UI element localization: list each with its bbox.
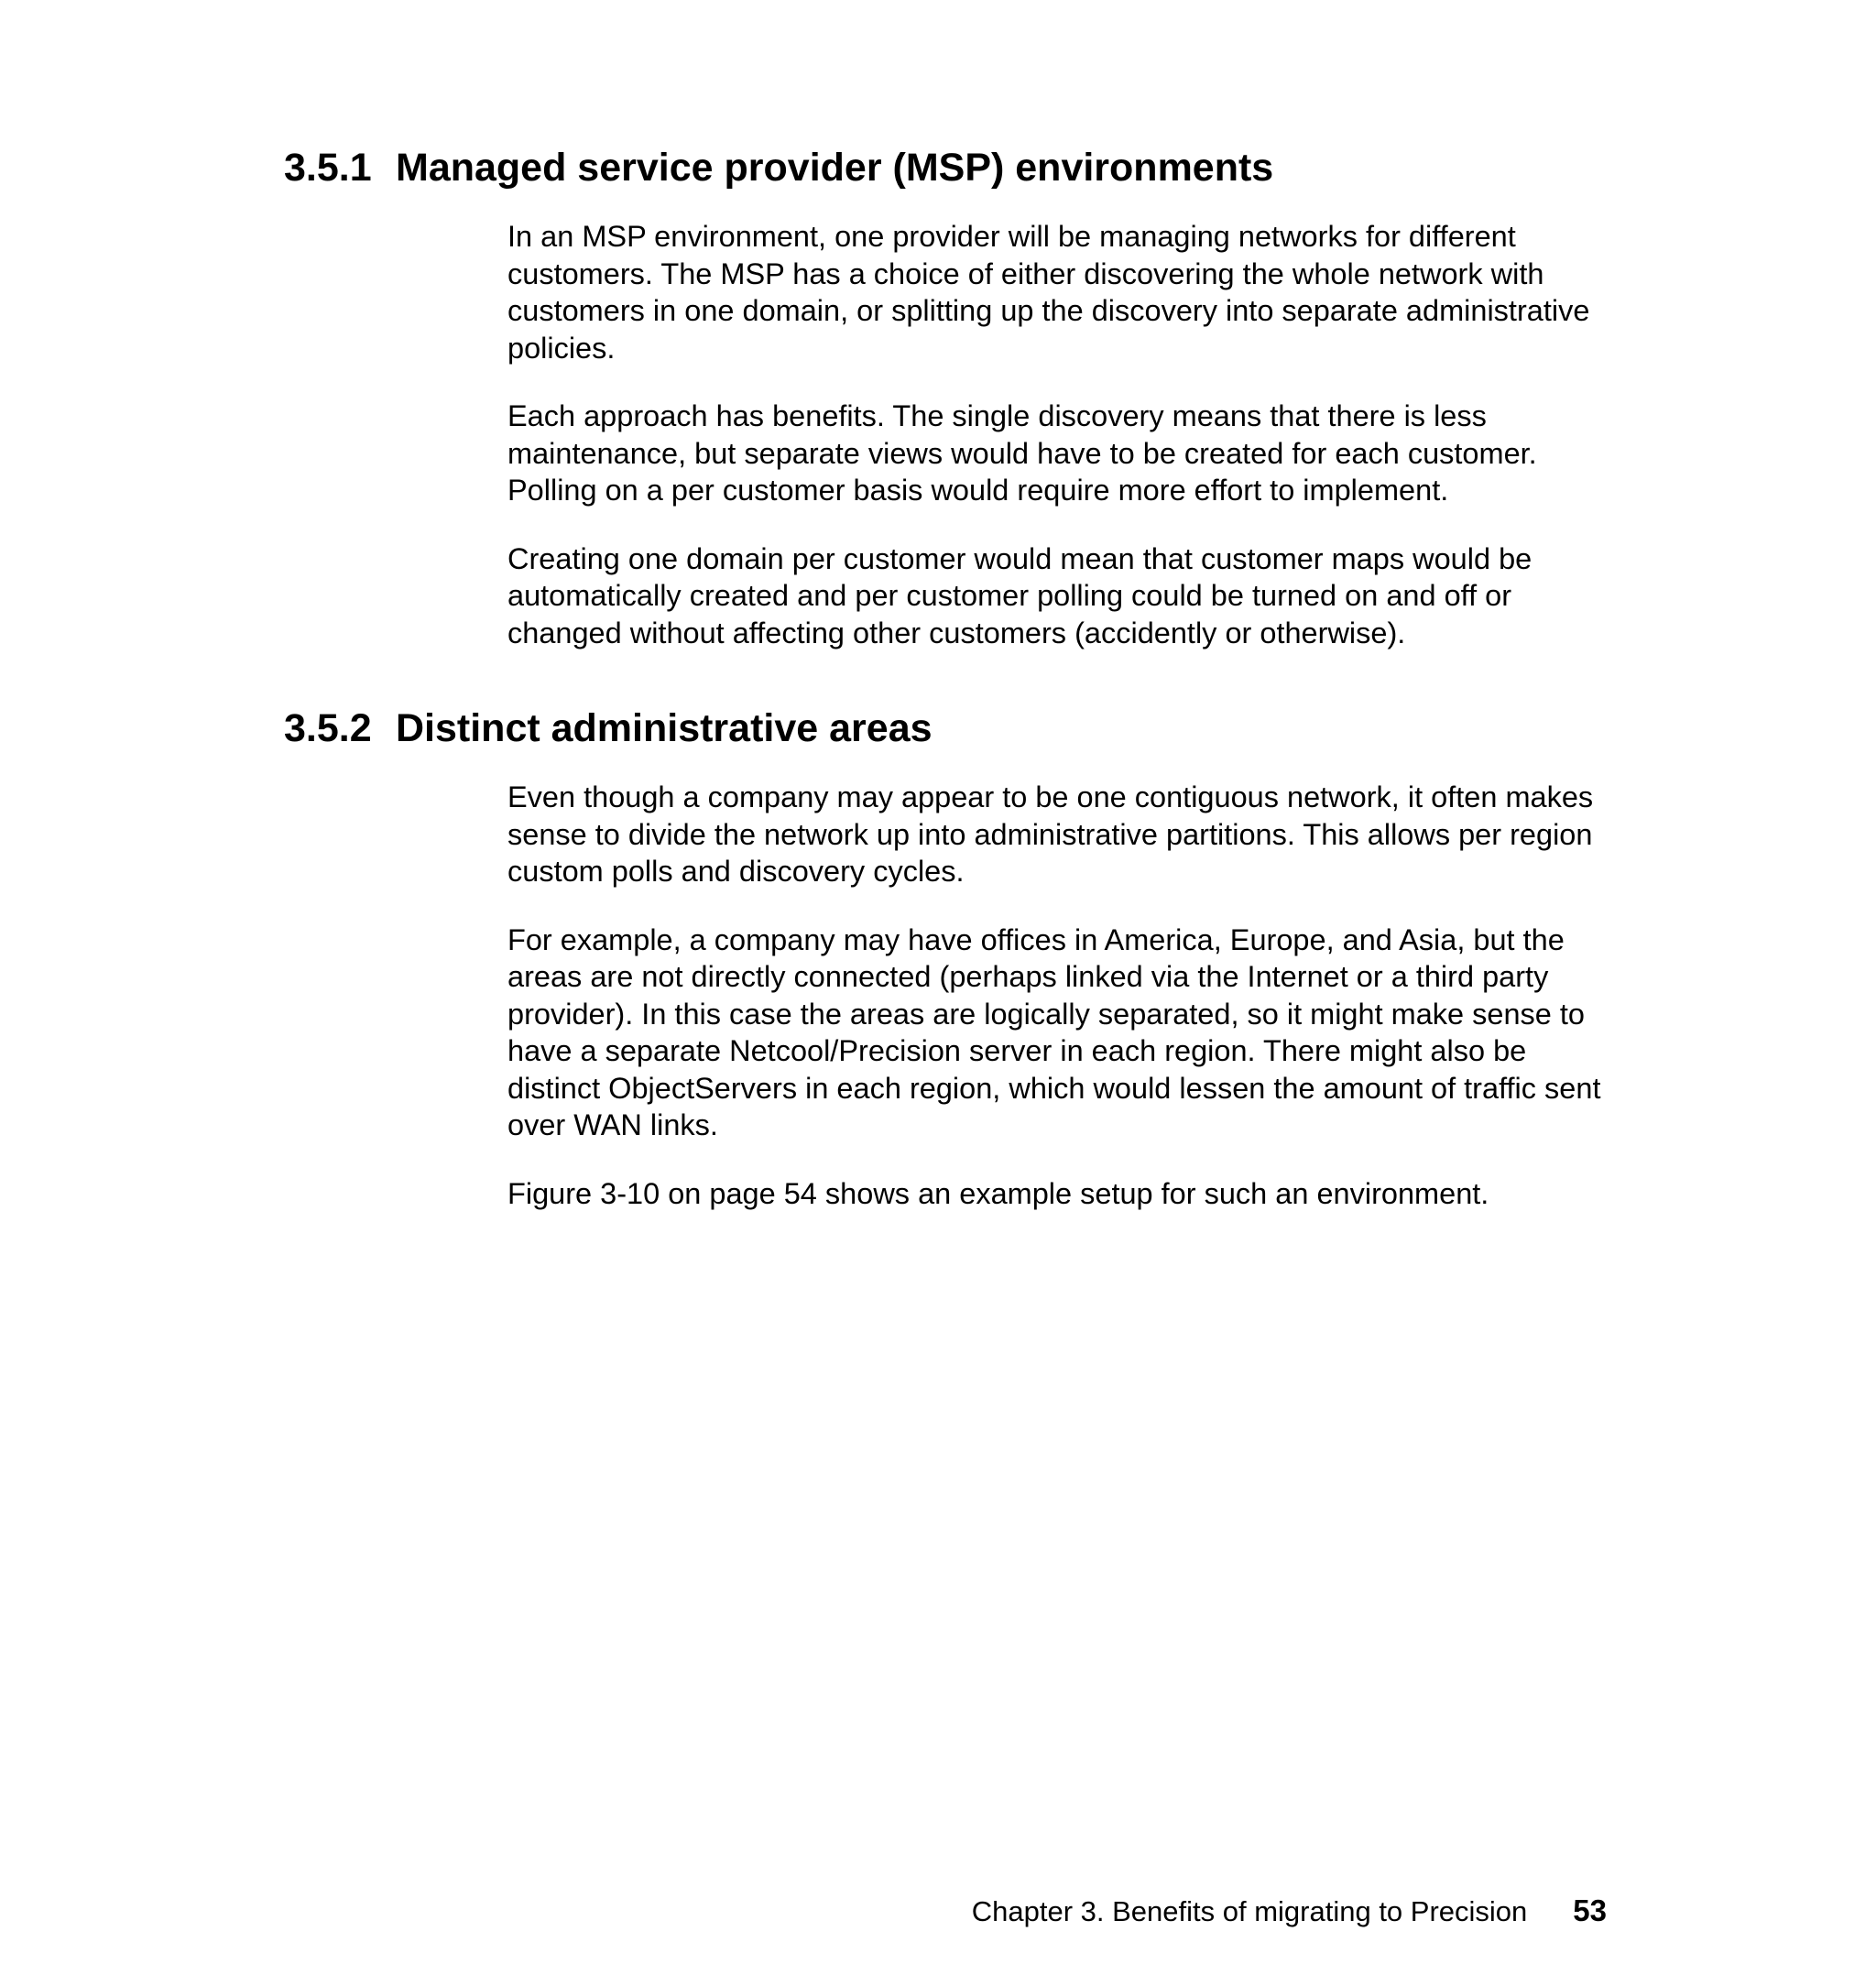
page-footer bbox=[0, 1893, 1607, 1930]
section-heading-3-5-2 bbox=[284, 705, 933, 751]
footer-chapter-title: Chapter 3. Benefits of migrating to Precision bbox=[971, 1895, 1528, 1927]
section-body-3-5-2 bbox=[507, 779, 1625, 1243]
page-number: 53 bbox=[1573, 1893, 1607, 1927]
section-number: 3.5.1 bbox=[284, 146, 372, 190]
paragraph: Even though a company may appear to be one contiguous network, it often makes sense to divide the network up into administrative partitions. This allows per region custom polls and discovery cycles. bbox=[507, 780, 1594, 888]
paragraph: Each approach has benefits. The single discovery means that there is less maintenance, but separate views would have to be created for each customer. Polling on a per customer basis would require more effort to implement. bbox=[507, 399, 1537, 507]
paragraph: Creating one domain per customer would mean that customer maps would be automatically created and per customer polling could be turned on and off or changed without affecting other customers (accidently or otherwise). bbox=[507, 541, 1532, 649]
paragraph: Figure 3-10 on page 54 shows an example setup for such an environment. bbox=[507, 1176, 1489, 1210]
section-number: 3.5.2 bbox=[284, 706, 372, 750]
section-title: Distinct administrative areas bbox=[396, 706, 933, 750]
section-body-3-5-1 bbox=[507, 218, 1625, 682]
section-heading-3-5-1 bbox=[284, 145, 1273, 191]
section-title: Managed service provider (MSP) environments bbox=[396, 146, 1274, 190]
paragraph: In an MSP environment, one provider will be managing networks for different customers. The MSP has a choice of either discovering the whole network with customers in one domain, or splitting up the discovery into separate administrative policies. bbox=[507, 220, 1590, 365]
paragraph: For example, a company may have offices in America, Europe, and Asia, but the areas are not directly connected (perhaps linked via the Internet or a third party provider). In this case the areas are logically separated, so it might make sense to have a separate Netcool/Precision server in each region. There might also be distinct ObjectServers in each region, which would lessen the amount of traffic sent over WAN links. bbox=[507, 922, 1601, 1141]
